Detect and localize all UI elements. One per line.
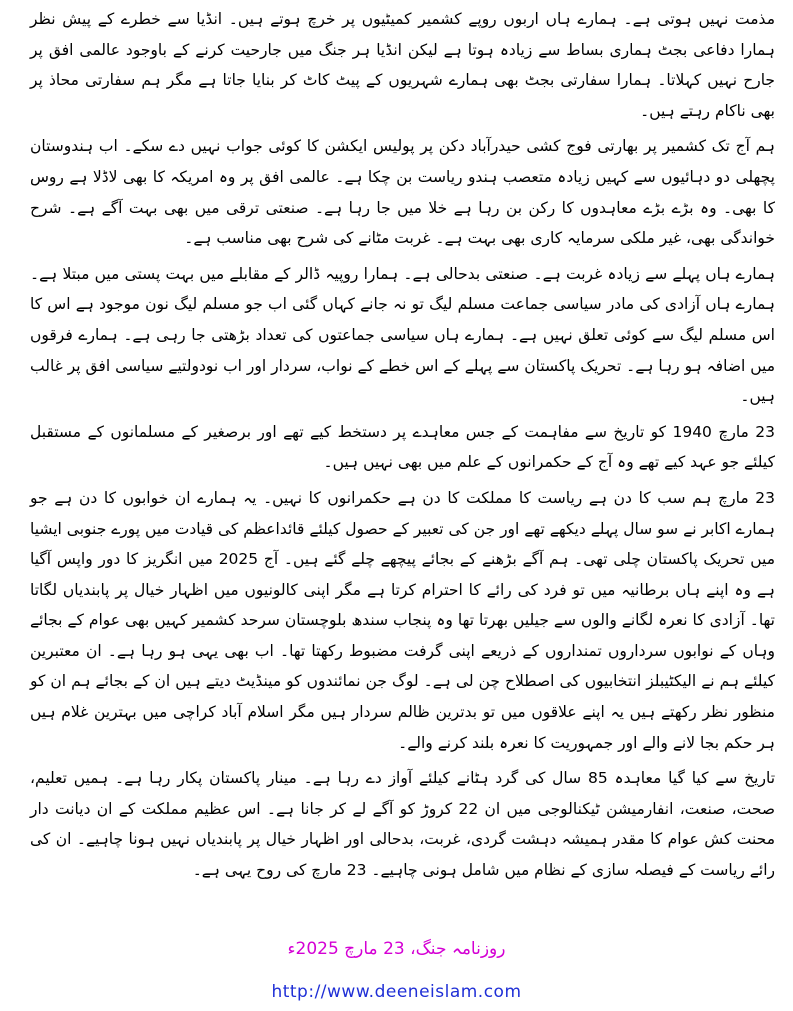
- article-paragraph: مذمت نہیں ہوتی ہے۔ ہمارے ہاں اربوں روپے کشمیر کمیٹیوں پر خرچ ہوتے ہیں۔ انڈیا سے خطرے کے پیش نظر ہمارا دفاعی بجٹ ہماری بساط سے زیادہ ہوتا ہے لیکن انڈیا ہر جنگ میں جارحیت کرنے کے باوجود عالمی افق پر جارح نہیں کہلاتا۔ ہمارا سفارتی بجٹ بھی ہمارے شہریوں کے پیٹ کاٹ کر بنایا جاتا ہے مگر ہم سفارتی محاذ پر بھی ناکام رہتے ہیں۔: [30, 10, 775, 120]
- article-paragraph: ہمارے ہاں پہلے سے زیادہ غربت ہے۔ صنعتی بدحالی ہے۔ ہمارا روپیہ ڈالر کے مقابلے میں بہت پستی میں مبتلا ہے۔ ہمارے ہاں آزادی کی مادر سیاسی جماعت مسلم لیگ تو نہ جانے کہاں گئی اب جو مسلم لیگ نون موجود ہے اس کا اس مسلم لیگ سے کوئی تعلق نہیں ہے۔ ہمارے ہاں سیاسی جماعتوں کی تعداد بڑھتی جا رہی ہے۔ ہمارے فرقوں میں اضافہ ہو رہا ہے۔ تحریک پاکستان سے پہلے کے اس خطے کے نواب، سردار اور اب نودولتیے سیاسی افق پر غالب ہیں۔: [30, 264, 775, 406]
- article-paragraph: 23 مارچ 1940 کو تاریخ سے مفاہمت کے جس معاہدے پر دستخط کیے تھے اور برصغیر کے مسلمانوں کے مستقبل کیلئے جو عہد کیے تھے وہ آج کے حکمرانوں کے علم میں بھی نہیں ہیں۔: [30, 422, 775, 472]
- source-citation: روزنامہ جنگ، 23 مارچ 2025ء: [287, 939, 506, 959]
- article-paragraph: ہم آج تک کشمیر پر بھارتی فوج کشی حیدرآباد دکن پر پولیس ایکشن کا کوئی جواب نہیں دے سکے۔ اب ہندوستان پچھلی دو دہائیوں سے کہیں زیادہ متعصب ہندو ریاست بن چکا ہے۔ عالمی افق پر وہ امریکہ کا بھی لاڈلا ہے روس کا بھی۔ وہ بڑے بڑے معاہدوں کا رکن بن رہا ہے خلا میں جا رہا ہے۔ صنعتی ترقی میں بھی بہت آگے ہے۔ شرح خواندگی بھی، غیر ملکی سرمایہ کاری بھی بہت ہے۔ غربت مٹانے کی شرح بھی مناسب ہے۔: [30, 137, 775, 248]
- article-paragraph: تاریخ سے کیا گیا معاہدہ 85 سال کی گرد ہٹانے کیلئے آواز دے رہا ہے۔ مینار پاکستان پکار رہا ہے۔ ہمیں تعلیم، صحت، صنعت، انفارمیشن ٹیکنالوجی میں ان 22 کروڑ کو آگے لے کر جانا ہے۔ اس عظیم مملکت کے ان دیانت دار محنت کش عوام کا مقدر ہمیشہ دہشت گردی، غربت، بدحالی اور اظہار خیال پر پابندیاں نہیں ہونا چاہیے۔ ان کی رائے ریاست کے فیصلہ سازی کے نظام میں شامل ہونی چاہیے۔ 23 مارچ کی روح یہی ہے۔: [30, 769, 776, 880]
- website-link[interactable]: http://www.deeneislam.com: [271, 982, 522, 1002]
- article-paragraph: 23 مارچ ہم سب کا دن ہے ریاست کا مملکت کا دن ہے حکمرانوں کا نہیں۔ یہ ہمارے ان خوابوں کا دن ہے جو ہمارے اکابر نے سو سال پہلے دیکھے تھے اور جن کی تعبیر کے حصول کیلئے قائداعظم کی قیادت میں پورے جنوبی ایشیا میں تحریک پاکستان چلی تھی۔ ہم آگے بڑھنے کے بجائے پیچھے چلے گئے ہیں۔ آج 2025 میں انگریز کا دور واپس آگیا ہے وہ اپنے ہاں برطانیہ میں تو فرد کی رائے کا احترام کرتا ہے مگر اپنی کالونیوں میں اظہار خیال پر پابندیاں لگاتا تھا۔ آزادی کا نعرہ لگانے والوں سے جیلیں بھرتا تھا وہ پنجاب سندھ بلوچستان سرحد کشمیر کہیں بھی عوام کے بجائے وہاں کے نوابوں سرداروں تمنداروں کے ذریعے اپنی گرفت مضبوط رکھتا تھا۔ اب بھی یہی ہو رہا ہے۔ ان معتبرین کیلئے ہم نے الیکٹیبلز انتخابیوں کی اصطلاح چن لی ہے۔ لوگ جن نمائندوں کو مینڈیٹ دیتے ہیں ان کے بجائے ہم ان کو منظور نظر رکھتے ہیں یہ اپنے علاقوں میں تو بدترین ظالم سردار ہیں مگر اسلام آباد کراچی میں بہترین غلام ہیں ہر حکم بجا لانے والے اور جمہوریت کا نعرہ بلند کرنے والے۔: [30, 488, 775, 752]
- article-body: [30, 4, 775, 891]
